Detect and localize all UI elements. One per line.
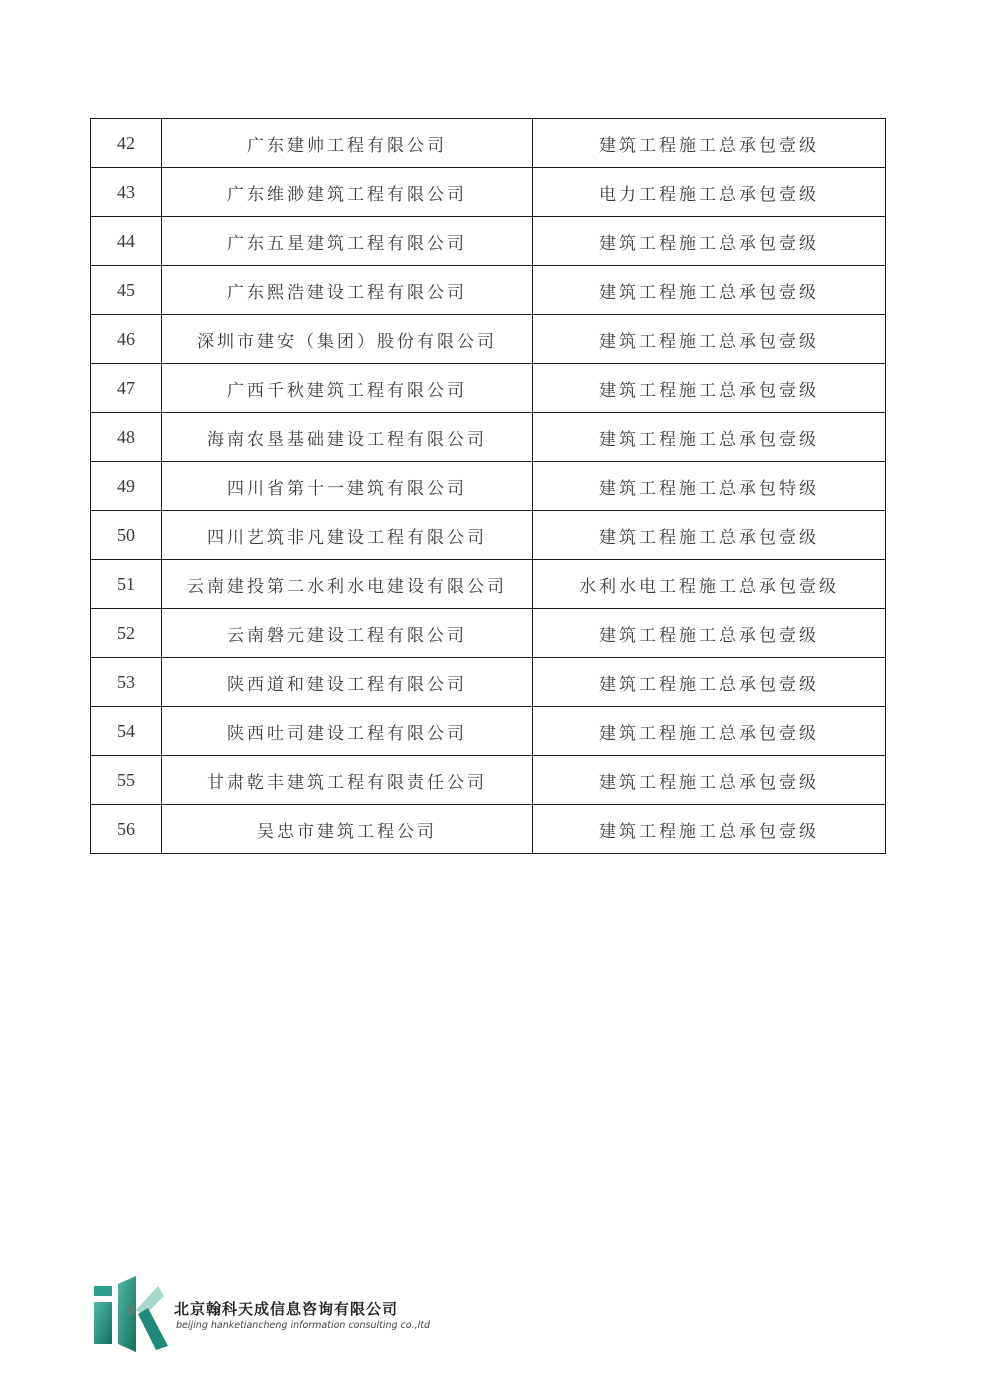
cell-number: 50 (91, 511, 162, 560)
cell-number: 52 (91, 609, 162, 658)
cell-company: 深圳市建安（集团）股份有限公司 (162, 315, 533, 364)
footer (92, 1274, 452, 1359)
table-row (91, 119, 886, 168)
cell-company: 广西千秋建筑工程有限公司 (162, 364, 533, 413)
cell-qualification: 建筑工程施工总承包壹级 (533, 413, 886, 462)
cell-company: 吴忠市建筑工程公司 (162, 805, 533, 854)
cell-number: 51 (91, 560, 162, 609)
cell-qualification: 建筑工程施工总承包特级 (533, 462, 886, 511)
cell-qualification: 建筑工程施工总承包壹级 (533, 266, 886, 315)
cell-qualification: 电力工程施工总承包壹级 (533, 168, 886, 217)
cell-qualification: 建筑工程施工总承包壹级 (533, 315, 886, 364)
cell-company: 广东五星建筑工程有限公司 (162, 217, 533, 266)
company-name-en: beijing hanketiancheng information consulting co.,ltd (176, 1320, 431, 1331)
cell-qualification: 建筑工程施工总承包壹级 (533, 756, 886, 805)
qualification-table (90, 118, 886, 854)
table-row (91, 707, 886, 756)
cell-qualification: 建筑工程施工总承包壹级 (533, 511, 886, 560)
cell-number: 49 (91, 462, 162, 511)
cell-qualification: 建筑工程施工总承包壹级 (533, 707, 886, 756)
cell-number: 42 (91, 119, 162, 168)
cell-qualification: 建筑工程施工总承包壹级 (533, 217, 886, 266)
table-body (91, 119, 886, 854)
cell-number: 46 (91, 315, 162, 364)
table-row (91, 756, 886, 805)
table-row (91, 805, 886, 854)
cell-number: 55 (91, 756, 162, 805)
cell-qualification: 水利水电工程施工总承包壹级 (533, 560, 886, 609)
cell-qualification: 建筑工程施工总承包壹级 (533, 119, 886, 168)
cell-qualification: 建筑工程施工总承包壹级 (533, 658, 886, 707)
cell-number: 54 (91, 707, 162, 756)
table-row (91, 217, 886, 266)
table-row (91, 609, 886, 658)
cell-company: 海南农垦基础建设工程有限公司 (162, 413, 533, 462)
cell-company: 四川艺筑非凡建设工程有限公司 (162, 511, 533, 560)
cell-number: 43 (91, 168, 162, 217)
cell-company: 云南建投第二水利水电建设有限公司 (162, 560, 533, 609)
cell-number: 47 (91, 364, 162, 413)
cell-company: 广东熙浩建设工程有限公司 (162, 266, 533, 315)
table-row (91, 511, 886, 560)
cell-company: 云南磐元建设工程有限公司 (162, 609, 533, 658)
cell-number: 48 (91, 413, 162, 462)
cell-company: 甘肃乾丰建筑工程有限责任公司 (162, 756, 533, 805)
cell-company: 广东建帅工程有限公司 (162, 119, 533, 168)
company-name-cn: 北京翰科天成信息咨询有限公司 (174, 1300, 399, 1318)
table-row (91, 462, 886, 511)
cell-qualification: 建筑工程施工总承包壹级 (533, 364, 886, 413)
cell-number: 56 (91, 805, 162, 854)
cell-number: 44 (91, 217, 162, 266)
cell-company: 陕西吐司建设工程有限公司 (162, 707, 533, 756)
table-row (91, 168, 886, 217)
table-row (91, 315, 886, 364)
table-row (91, 658, 886, 707)
cell-company: 陕西道和建设工程有限公司 (162, 658, 533, 707)
table-row (91, 364, 886, 413)
cell-company: 四川省第十一建筑有限公司 (162, 462, 533, 511)
table-row (91, 413, 886, 462)
cell-qualification: 建筑工程施工总承包壹级 (533, 805, 886, 854)
table-row (91, 266, 886, 315)
page-number: 6 (127, 1302, 136, 1319)
cell-company: 广东维渺建筑工程有限公司 (162, 168, 533, 217)
cell-number: 53 (91, 658, 162, 707)
cell-qualification: 建筑工程施工总承包壹级 (533, 609, 886, 658)
table-row (91, 560, 886, 609)
cell-number: 45 (91, 266, 162, 315)
